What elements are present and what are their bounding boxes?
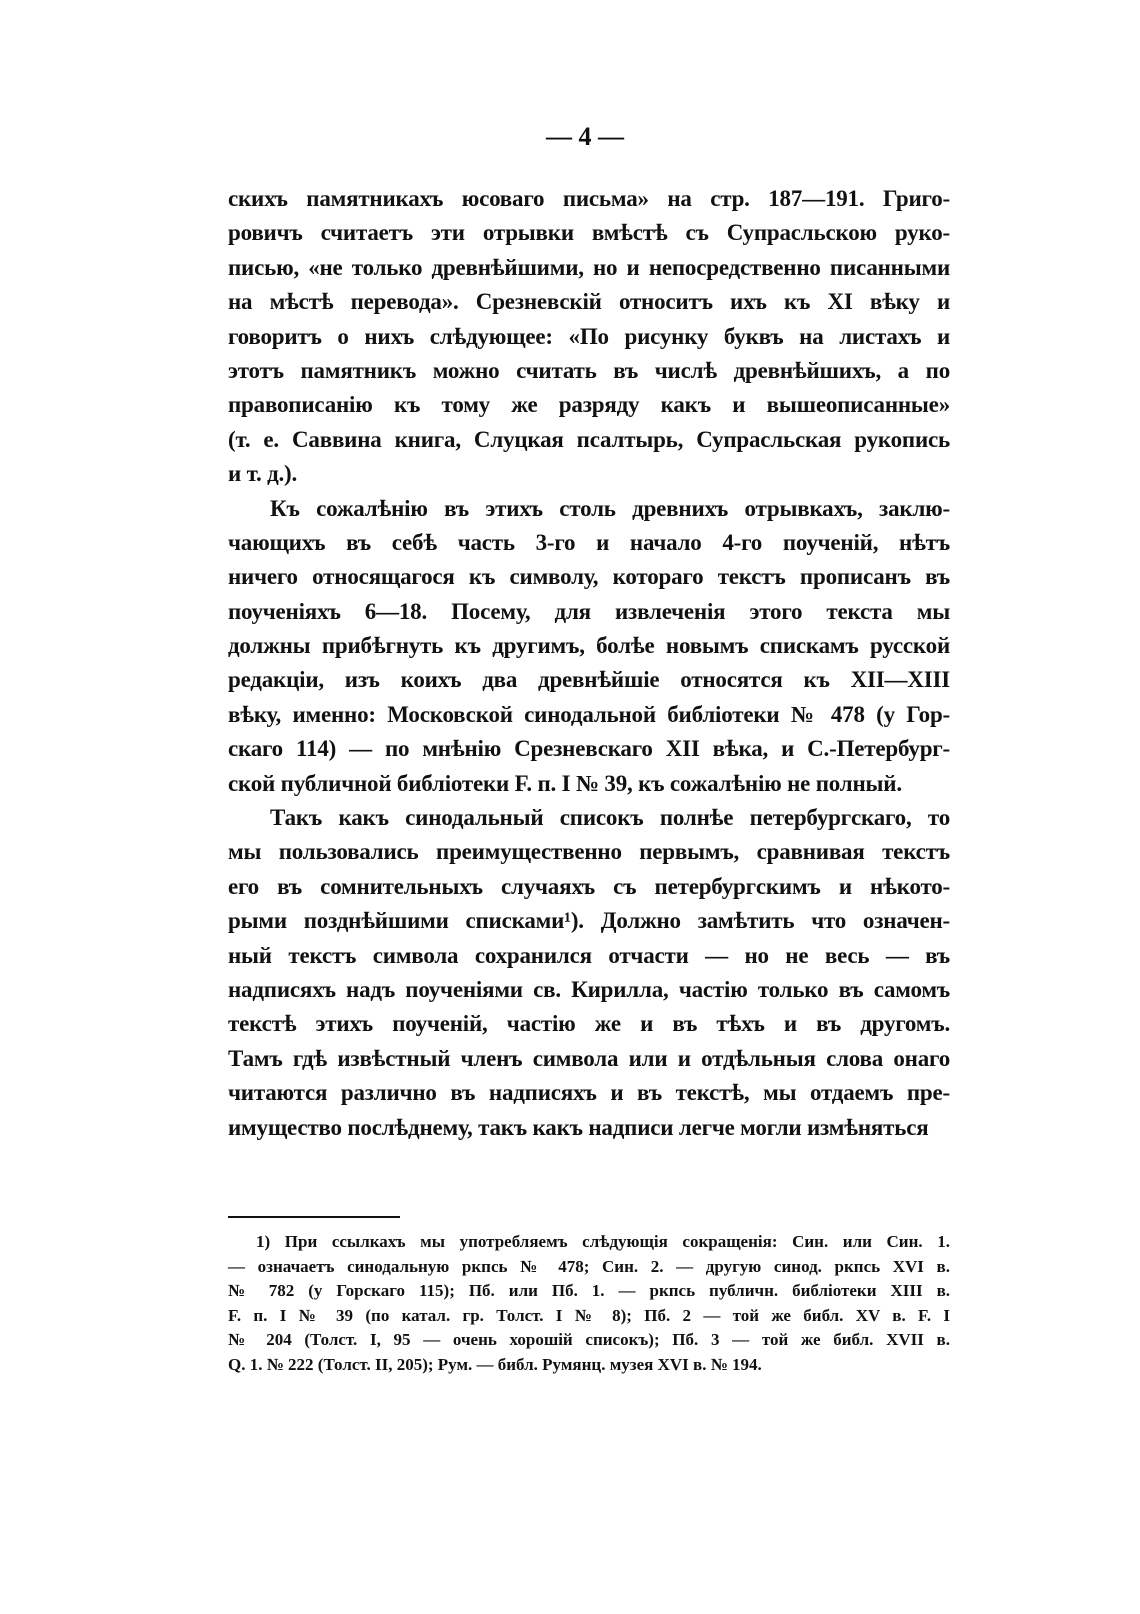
text-line: его въ сомнительныхъ случаяхъ съ петербургскимъ и нѣкото- [228,873,950,899]
text-line: этотъ памятникъ можно считать въ числѣ древнѣйшихъ, а по [228,357,950,383]
text-line: Къ сожалѣнію въ этихъ столь древнихъ отрывкахъ, заклю- [270,495,950,521]
footnote [228,1230,950,1378]
text-line: поученіяхъ 6—18. Посему, для извлеченія этого текста мы [228,598,950,624]
text-line: (т. е. Саввина книга, Слуцкая псалтырь, Супрасльская рукопись [228,426,950,452]
text-line: рыми позднѣйшими списками¹). Должно замѣтить что означен- [228,908,950,934]
footnote-line: № 782 (у Горскаго 115); Пб. или Пб. 1. — ркпсь публичн. библіотеки XIII в. [228,1281,950,1301]
paragraph [228,492,950,802]
page-number: — 4 — [546,122,624,151]
footnote-line: 1) При ссылкахъ мы употребляемъ слѣдующія сокращенія: Син. или Син. 1. [256,1232,950,1251]
text-line: вѣку, именно: Московской синодальной библіотеки № 478 (у Гор- [228,701,950,727]
text-line: и т. д.). [228,461,298,487]
text-line: скаго 114) — по мнѣнію Срезневскаго XII вѣка, и С.-Петербург- [228,736,950,762]
text-line: должны прибѣгнуть къ другимъ, болѣе новымъ спискамъ русской [228,633,950,659]
text-line: скихъ памятникахъ юсоваго письма» на стр. 187—191. Григо- [228,186,950,211]
text-line: читаются различно въ надписяхъ и въ текстѣ, мы отдаемъ пре- [228,1080,950,1106]
text-line: ничего относящагося къ символу, котораго текстъ прописанъ въ [228,564,950,590]
text-line: чающихъ въ себѣ часть 3-го и начало 4-го поученій, нѣтъ [228,529,950,555]
text-line: редакціи, изъ коихъ два древнѣйшіе относятся къ XII—XIII [228,667,950,693]
footnote-divider [228,1216,400,1218]
paragraph [228,801,950,1145]
footnote-line: — означаетъ синодальную ркпсь № 478; Син. 2. — другую синод. ркпсь XVI в. [228,1256,950,1276]
footnote-line: № 204 (Толст. I, 95 — очень хорошій списокъ); Пб. 3 — той же библ. XVII в. [228,1330,950,1350]
body-text [228,182,950,1145]
text-line: писью, «не только древнѣйшими, но и непосредственно писанными [228,254,950,280]
text-line: на мѣстѣ перевода». Срезневскій относитъ ихъ къ XI вѣку и [228,289,950,315]
text-line: ской публичной библіотеки F. п. I № 39, къ сожалѣнію не полный. [228,770,902,796]
text-line: имущество послѣднему, такъ какъ надписи легче могли измѣняться [228,1114,929,1140]
text-line: Такъ какъ синодальный списокъ полнѣе петербургскаго, то [270,805,950,831]
text-line: надписяхъ надъ поученіями св. Кирилла, частію только въ самомъ [228,976,950,1002]
footnote-line: Q. 1. № 222 (Толст. II, 205); Рум. — библ. Румянц. музея XVI в. № 194. [228,1354,762,1374]
paragraph [228,182,950,492]
footnote-line: F. п. I № 39 (по катал. гр. Толст. I № 8); Пб. 2 — той же библ. XV в. F. I [228,1305,950,1325]
text-line: ный текстъ символа сохранился отчасти — но не весь — въ [228,942,950,968]
text-line: текстѣ этихъ поученій, частію же и въ тѣхъ и въ другомъ. [228,1011,950,1037]
text-line: мы пользовались преимущественно первымъ, сравнивая текстъ [228,839,950,865]
text-line: Тамъ гдѣ извѣстный членъ символа или и отдѣльныя слова онаго [228,1045,950,1071]
text-line: ровичъ считаетъ эти отрывки вмѣстѣ съ Супрасльскою руко- [228,220,950,246]
text-line: правописанію къ тому же разряду какъ и вышеописанные» [228,392,950,418]
text-line: говоритъ о нихъ слѣдующее: «По рисунку буквъ на листахъ и [228,323,950,349]
